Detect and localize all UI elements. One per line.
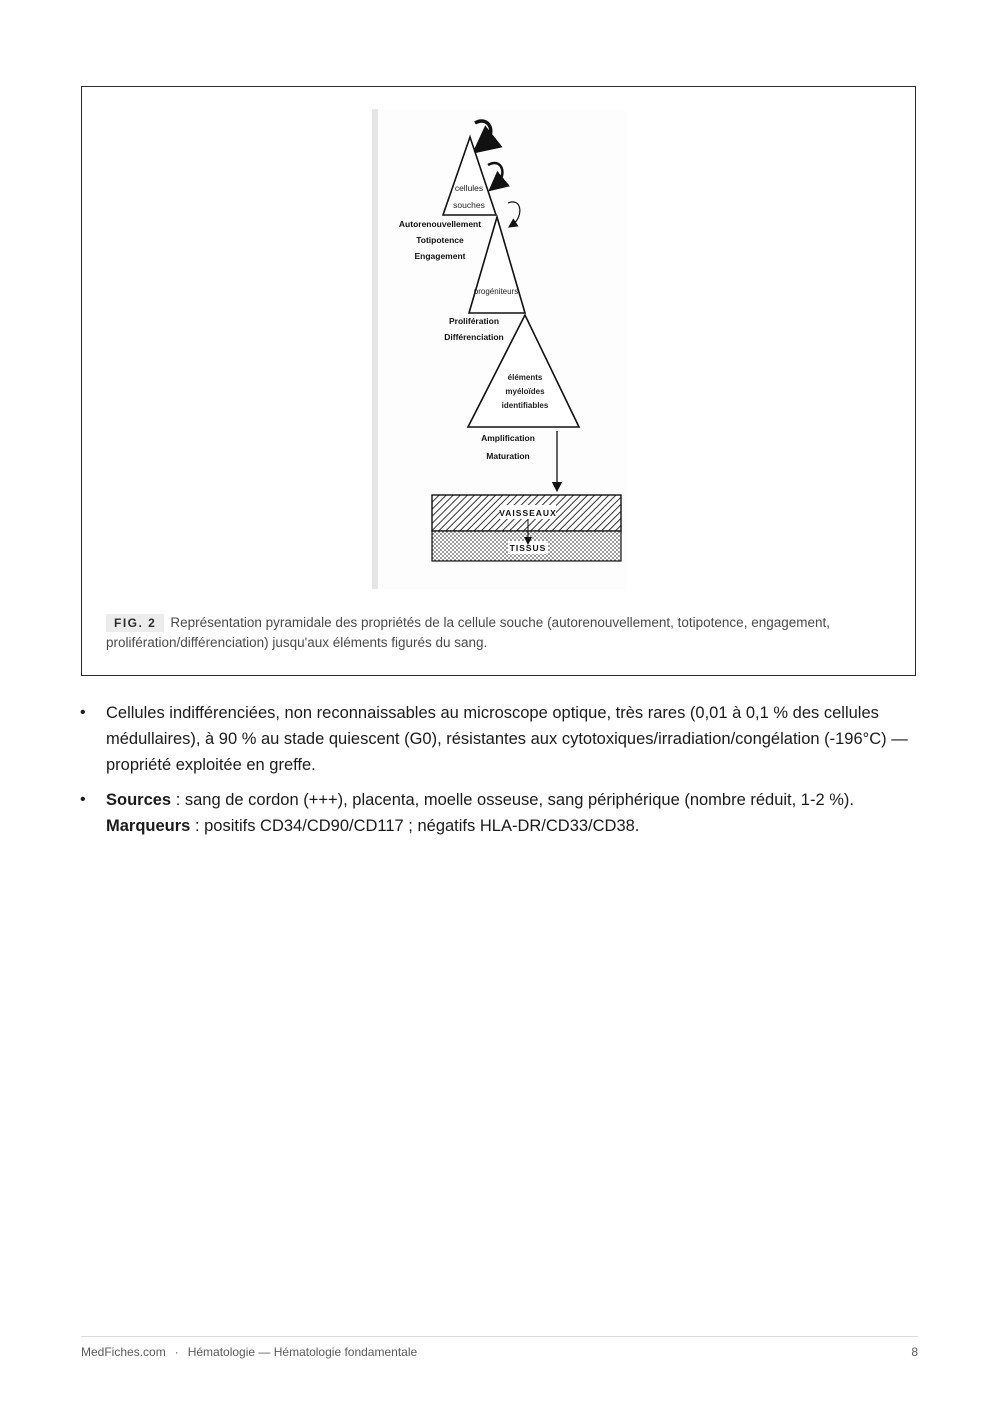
- label-amplification: Amplification: [481, 433, 535, 443]
- label-engagement: Engagement: [414, 251, 466, 261]
- footer-divider: [81, 1336, 918, 1337]
- figure-caption-text: Représentation pyramidale des propriétés de la cellule souche (autorenouvellement, totipotence, engagement, prolifération/différenciation) jusqu'aux éléments figurés du sang.: [106, 615, 831, 650]
- figure-caption: [106, 613, 896, 653]
- footer-separator: ·: [174, 1345, 179, 1359]
- top-triangle-label-line-1: cellules: [454, 183, 484, 193]
- tissues-label: TISSUS: [509, 543, 547, 553]
- label-totipotence: Totipotence: [416, 235, 464, 245]
- bullet-icon: •: [80, 791, 86, 808]
- vessels-label: VAISSEAUX: [499, 508, 557, 518]
- footer-section: Hématologie — Hématologie fondamentale: [187, 1345, 418, 1359]
- label-maturation: Maturation: [486, 451, 530, 461]
- markers-label: Marqueurs: [106, 817, 191, 835]
- label-differenciation: Différenciation: [444, 332, 504, 342]
- stem-cell-pyramid-diagram: [372, 109, 627, 589]
- figure-frame: [81, 86, 916, 676]
- list-item: [80, 700, 920, 778]
- list-item: [80, 787, 920, 839]
- top-triangle-label-line-2: souches: [453, 200, 485, 210]
- footer-site: MedFiches.com: [81, 1345, 166, 1359]
- bottom-triangle-label-line-2: myéloïdes: [505, 387, 545, 396]
- middle-triangle-label: progéniteurs: [473, 287, 519, 296]
- page-number: 8: [911, 1345, 918, 1359]
- middle-triangle: [469, 217, 525, 313]
- sources-text: : sang de cordon (+++), placenta, moelle osseuse, sang périphérique (nombre réduit, 1-2 %).: [171, 791, 854, 809]
- bullet-list: [80, 700, 920, 848]
- label-proliferation: Prolifération: [448, 316, 500, 326]
- sources-label: Sources: [106, 791, 172, 809]
- markers-text: : positifs CD34/CD90/CD117 ; négatifs HLA-DR/CD33/CD38.: [190, 817, 640, 835]
- label-autorenouvellement: Autorenouvellement: [398, 219, 482, 229]
- bottom-triangle-label-line-3: identifiables: [501, 401, 549, 410]
- bullet-text: Cellules indifférenciées, non reconnaissables au microscope optique, très rares (0,01 à 0,1 % des cellules médullaires), à 90 % au stade quiescent (G0), résistantes aux cytotoxiques/irradiation/congélation (-196°C) — propriété exploitée en greffe.: [106, 704, 908, 774]
- bullet-icon: •: [80, 704, 86, 721]
- figure-badge: FIG. 2: [106, 614, 164, 632]
- bottom-triangle-label-line-1: éléments: [507, 373, 543, 382]
